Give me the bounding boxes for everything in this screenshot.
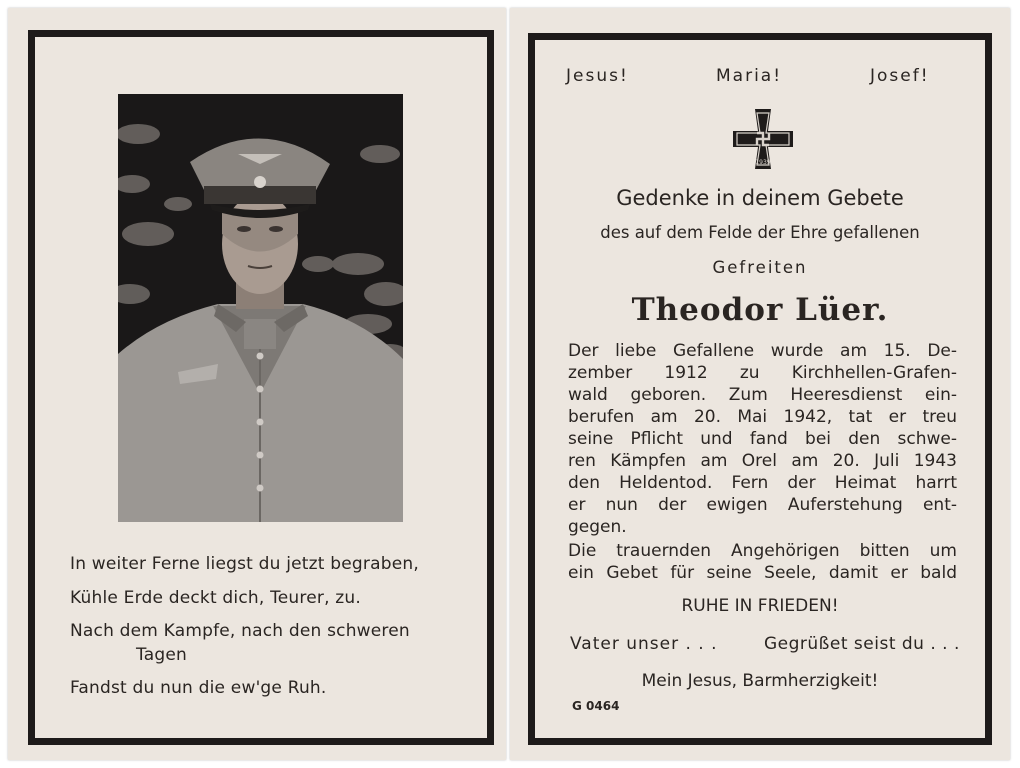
poem-line-2: Kühle Erde deckt dich, Teurer, zu. [70, 588, 361, 608]
prayer-hail-mary: Gegrüßet seist du . . . [764, 634, 960, 654]
body-line-9: gegen. [568, 517, 627, 537]
soldier-portrait-photo [118, 94, 403, 522]
body-line-8: er nun der ewigen Auferstehung ent- [568, 495, 957, 515]
fallen-soldier-name: Theodor Lüer. [631, 292, 889, 328]
poem-line-5: Fandst du nun die ew'ge Ruh. [70, 678, 327, 698]
rank: Gefreiten [712, 258, 808, 277]
heading: Gedenke in deinem Gebete [616, 186, 904, 210]
closing-invocation: Mein Jesus, Barmherzigkeit! [641, 671, 879, 691]
greeting-josef: Josef! [870, 66, 930, 86]
greeting-jesus: Jesus! [566, 66, 629, 86]
cross-year: 1939 [755, 159, 771, 166]
body-line-3: wald geboren. Zum Heeresdienst ein- [568, 385, 957, 405]
body-line-5: seine Pflicht und fand bei den schwe- [568, 429, 957, 449]
body-line-6: ren Kämpfen am Orel am 20. Juli 1943 [568, 451, 957, 471]
left-card [8, 8, 506, 760]
greeting-maria: Maria! [716, 66, 783, 86]
prayer-our-father: Vater unser . . . [570, 634, 718, 654]
print-code: G 0464 [572, 699, 620, 713]
poem-line-1: In weiter Ferne liegst du jetzt begraben, [70, 554, 419, 574]
body-line-7: den Heldentod. Fern der Heimat harrt [568, 473, 957, 493]
body-line-2: zember 1912 zu Kirchhellen-Grafen- [568, 363, 957, 383]
poem-line-4: Tagen [136, 645, 188, 665]
body-line-4: berufen am 20. Mai 1942, tat er treu [568, 407, 957, 427]
right-card [510, 8, 1010, 760]
rest-in-peace: RUHE IN FRIEDEN! [681, 596, 839, 616]
subheading: des auf dem Felde der Ehre gefallenen [600, 223, 920, 242]
iron-cross-icon [731, 107, 795, 171]
body-line-10: Die trauernden Angehörigen bitten um [568, 541, 957, 561]
body-line-11: ein Gebet für seine Seele, damit er bald [568, 563, 957, 583]
body-line-1: Der liebe Gefallene wurde am 15. De- [568, 341, 957, 361]
poem-line-3: Nach dem Kampfe, nach den schweren [70, 621, 410, 641]
